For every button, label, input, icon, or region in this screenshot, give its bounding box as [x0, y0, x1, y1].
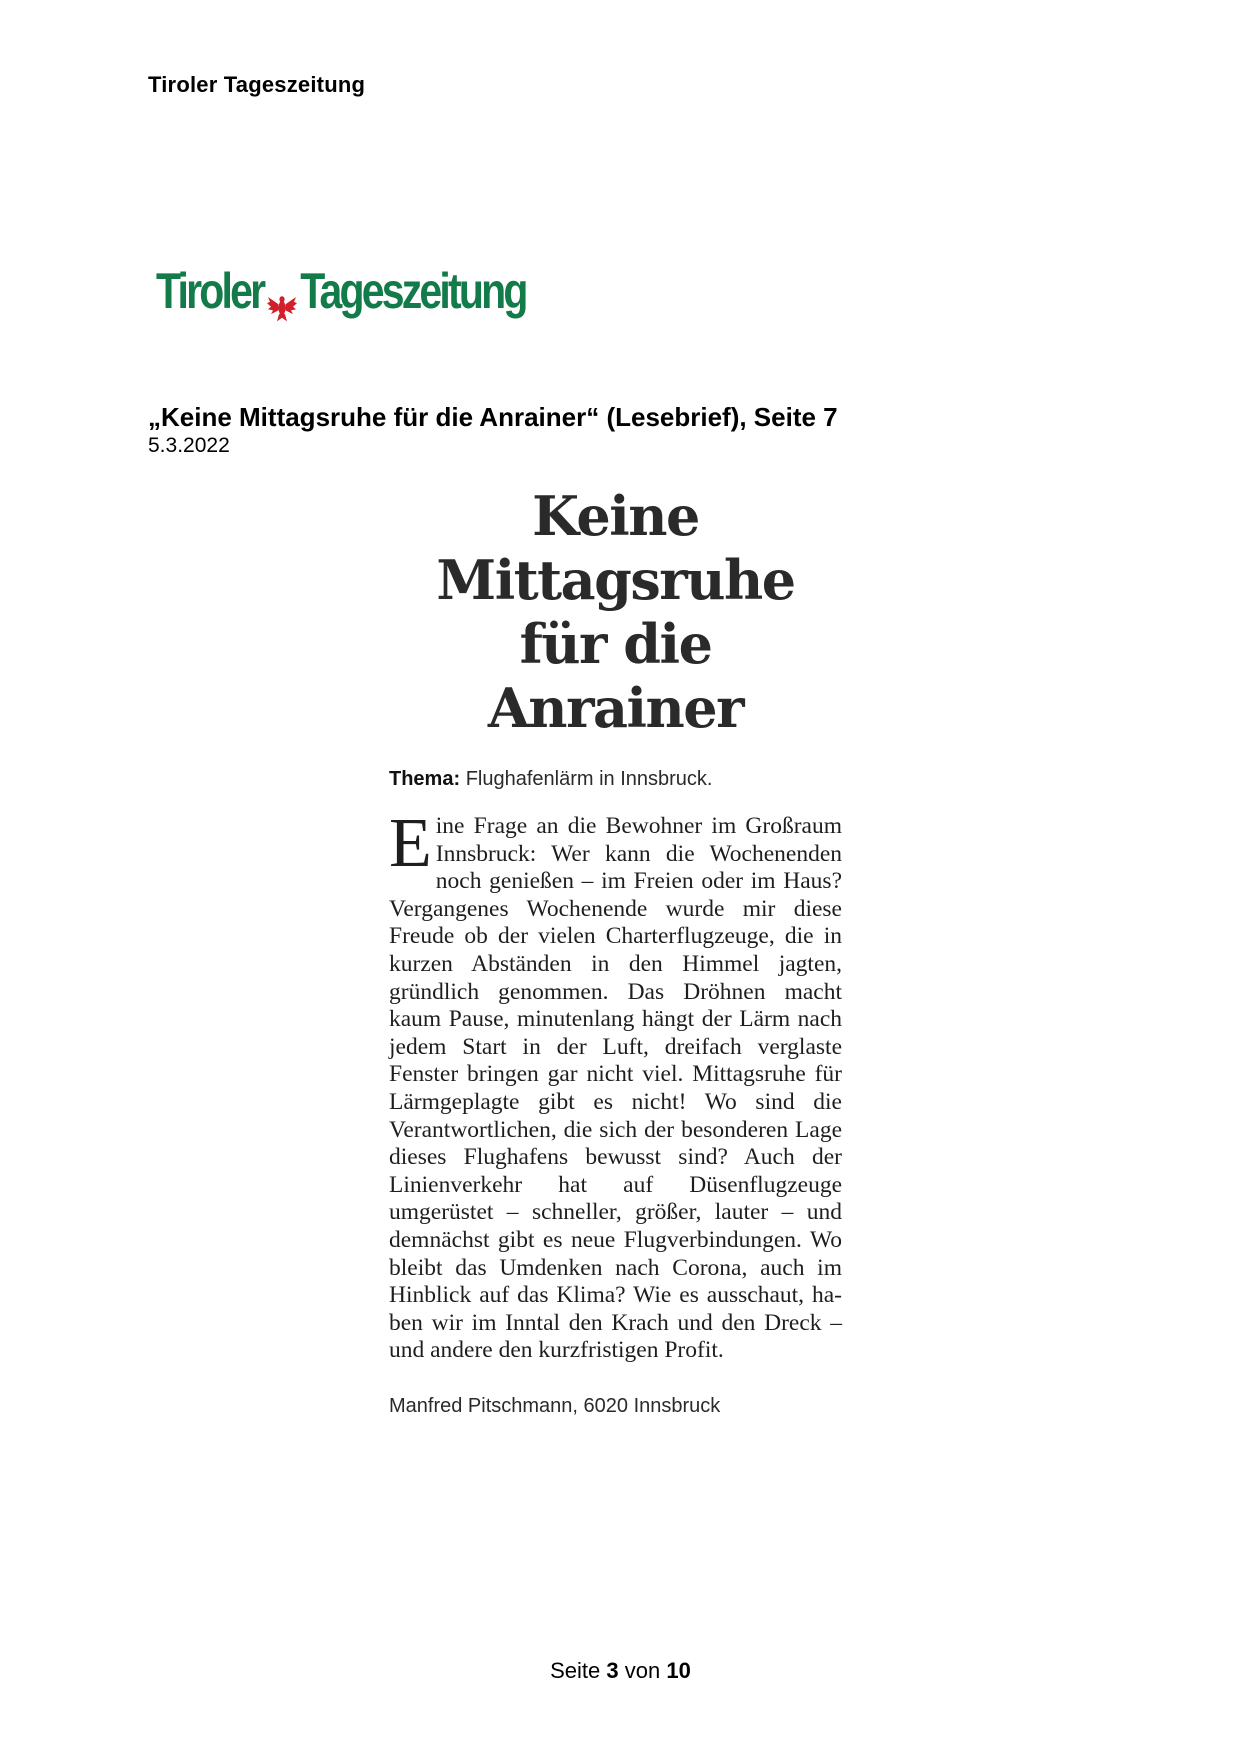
footer-page-number: 3	[606, 1658, 619, 1683]
letter-body	[389, 805, 842, 1365]
letter-signature: Manfred Pitschmann, 6020 Innsbruck	[389, 1394, 721, 1417]
footer-total-pages: 10	[666, 1658, 691, 1683]
headline-line-1: Keine Mittagsruhe	[436, 484, 795, 612]
footer-prefix: Seite	[550, 1658, 601, 1683]
drop-cap: E	[389, 805, 432, 882]
footer-separator: von	[624, 1658, 661, 1683]
article-title: „Keine Mittagsruhe für die Anrainer“ (Lesebrief), Seite 7	[148, 402, 838, 432]
thema-label: Thema:	[389, 768, 461, 790]
thema-text: Flughafenlärm in Innsbruck.	[465, 768, 713, 790]
header-source: Tiroler Tageszeitung	[148, 72, 366, 97]
logo-text-part1: Tiroler	[156, 262, 264, 319]
newspaper-clipping	[389, 484, 842, 1418]
tyrolean-eagle-icon	[267, 277, 297, 306]
newspaper-logo	[156, 263, 526, 320]
letter-text: ine Frage an die Bewohner im Großraum Innsbruck: Wer kann die Wochenenden noch genießen – im Freien oder im Haus? Vergangenes Wochenende wurde mir diese Freude ob der vielen Charterflugzeuge, die in kurzen Abständen in den Himmel jagten, gründlich genommen. Das Dröhnen macht kaum Pause, minutenlang hängt der Lärm nach jedem Start in der Luft, dreifach verglaste Fenster bringen gar nicht viel. Mittagsruhe für Lärmgeplagte gibt es nicht! Wo sind die Verantwortlichen, die sich der besonderen Lage dieses Flughafens bewusst sind? Auch der Linienverkehr hat auf Düsenflugzeuge umgerüstet – schneller, größer, lauter – und demnächst gibt es neue Flugverbindungen. Wo bleibt das Umdenken nach Corona, auch im Hinblick auf das Klima? Wie es ausschaut, haben wir im Inntal den Krach und den Dreck – und andere den kurzfristigen Profit.	[389, 813, 842, 1364]
page-footer	[0, 1658, 1241, 1684]
headline-line-2: für die Anrainer	[487, 612, 744, 740]
clipping-headline	[389, 484, 842, 740]
thema-line	[389, 768, 842, 791]
logo-text-part2: Tageszeitung	[300, 262, 526, 319]
article-date: 5.3.2022	[148, 434, 230, 457]
